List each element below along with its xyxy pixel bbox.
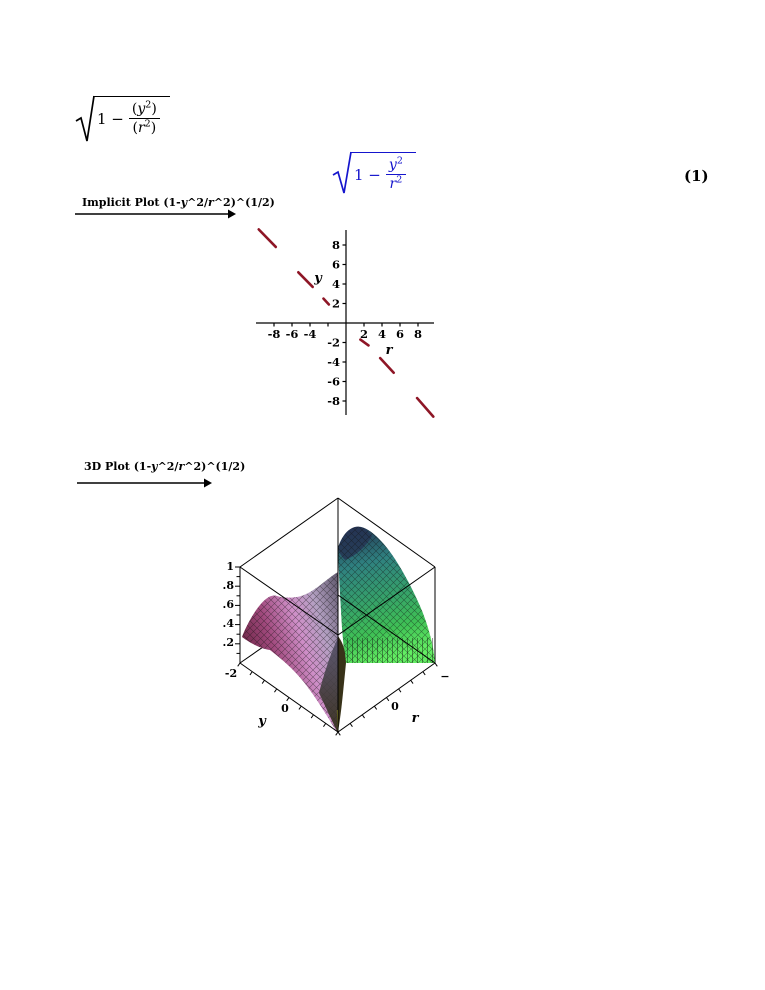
fraction-numerator xyxy=(129,101,160,119)
fraction-numerator xyxy=(386,157,406,175)
svg-text:8: 8 xyxy=(331,238,340,252)
annotation-text: ^2)^(1/2) xyxy=(213,196,275,209)
svg-text:6: 6 xyxy=(331,257,340,272)
annotation-text: 3D Plot (1- xyxy=(84,460,152,473)
numerator-exponent: 2 xyxy=(396,155,403,167)
radical-sign xyxy=(75,94,95,144)
annotation-var: r xyxy=(178,460,185,473)
svg-text:-8: -8 xyxy=(267,327,281,341)
z-tick-label: .4 xyxy=(222,617,234,630)
surface-base-stripes xyxy=(345,638,435,663)
svg-text:-4: -4 xyxy=(303,327,317,341)
r-tick-label: 0 xyxy=(391,700,399,713)
fraction-denominator xyxy=(133,119,157,136)
radicand xyxy=(350,152,416,192)
fraction xyxy=(386,157,406,192)
denominator-exponent: 2 xyxy=(144,118,151,130)
annotation-text: ^2/ xyxy=(187,196,209,209)
radical-sign xyxy=(332,150,352,196)
svg-text:2: 2 xyxy=(331,296,340,311)
svg-text:r: r xyxy=(385,343,393,358)
r-axis-title: r xyxy=(411,711,419,726)
y-tick-label: 0 xyxy=(281,702,289,715)
fraction-denominator xyxy=(390,175,403,192)
paren-close: ) xyxy=(151,101,157,117)
surface-plot-3d[interactable] xyxy=(215,488,465,743)
y-tick-label: -2 xyxy=(224,667,238,680)
z-tick-label: .2 xyxy=(222,636,234,649)
annotation-text: ^2/ xyxy=(157,460,179,473)
svg-text:6: 6 xyxy=(395,327,405,341)
annotation-var: y xyxy=(180,196,188,209)
math-input-expression[interactable] xyxy=(75,94,170,144)
math-output-expression[interactable] xyxy=(332,150,416,196)
numerator-variable: y xyxy=(137,101,146,117)
annotation-text: Implicit Plot (1- xyxy=(82,196,181,209)
denominator-variable: r xyxy=(389,176,397,193)
numerator-variable: y xyxy=(388,157,397,173)
radicand xyxy=(93,96,170,136)
radicand-lead: 1 − xyxy=(97,109,124,128)
paren-close: ) xyxy=(150,120,157,137)
z-tick-label: .6 xyxy=(222,598,234,611)
y-axis-title: y xyxy=(258,714,266,729)
svg-text:y: y xyxy=(314,271,322,286)
r-tick-label: − xyxy=(440,670,450,683)
denominator-variable: r xyxy=(137,120,145,137)
paren-open: ( xyxy=(131,101,138,117)
svg-text:4: 4 xyxy=(331,277,340,291)
svg-text:2: 2 xyxy=(359,327,369,341)
numerator-exponent: 2 xyxy=(145,99,152,111)
svg-text:-8: -8 xyxy=(327,394,340,408)
equation-label: (1) xyxy=(684,167,709,185)
svg-text:4: 4 xyxy=(377,327,387,341)
3d-plot-annotation[interactable] xyxy=(84,460,245,473)
z-tick-label: .8 xyxy=(222,579,234,592)
implicit-plot-arrow-icon xyxy=(75,208,237,220)
svg-text:-6: -6 xyxy=(327,374,340,389)
svg-text:8: 8 xyxy=(413,327,423,341)
denominator-exponent: 2 xyxy=(396,174,403,186)
3d-plot-arrow-icon xyxy=(77,477,213,489)
svg-text:-6: -6 xyxy=(285,327,299,341)
svg-text:-2: -2 xyxy=(327,335,340,350)
annotation-var: y xyxy=(151,460,158,473)
radicand-lead: 1 − xyxy=(354,165,381,184)
implicit-plot-2d[interactable] xyxy=(228,218,462,432)
annotation-text: ^2)^(1/2) xyxy=(184,460,246,473)
paren-open: ( xyxy=(132,120,138,137)
fraction xyxy=(129,101,160,136)
z-tick-label: 1 xyxy=(226,560,234,573)
annotation-var: r xyxy=(208,196,214,209)
svg-text:-4: -4 xyxy=(327,355,340,369)
